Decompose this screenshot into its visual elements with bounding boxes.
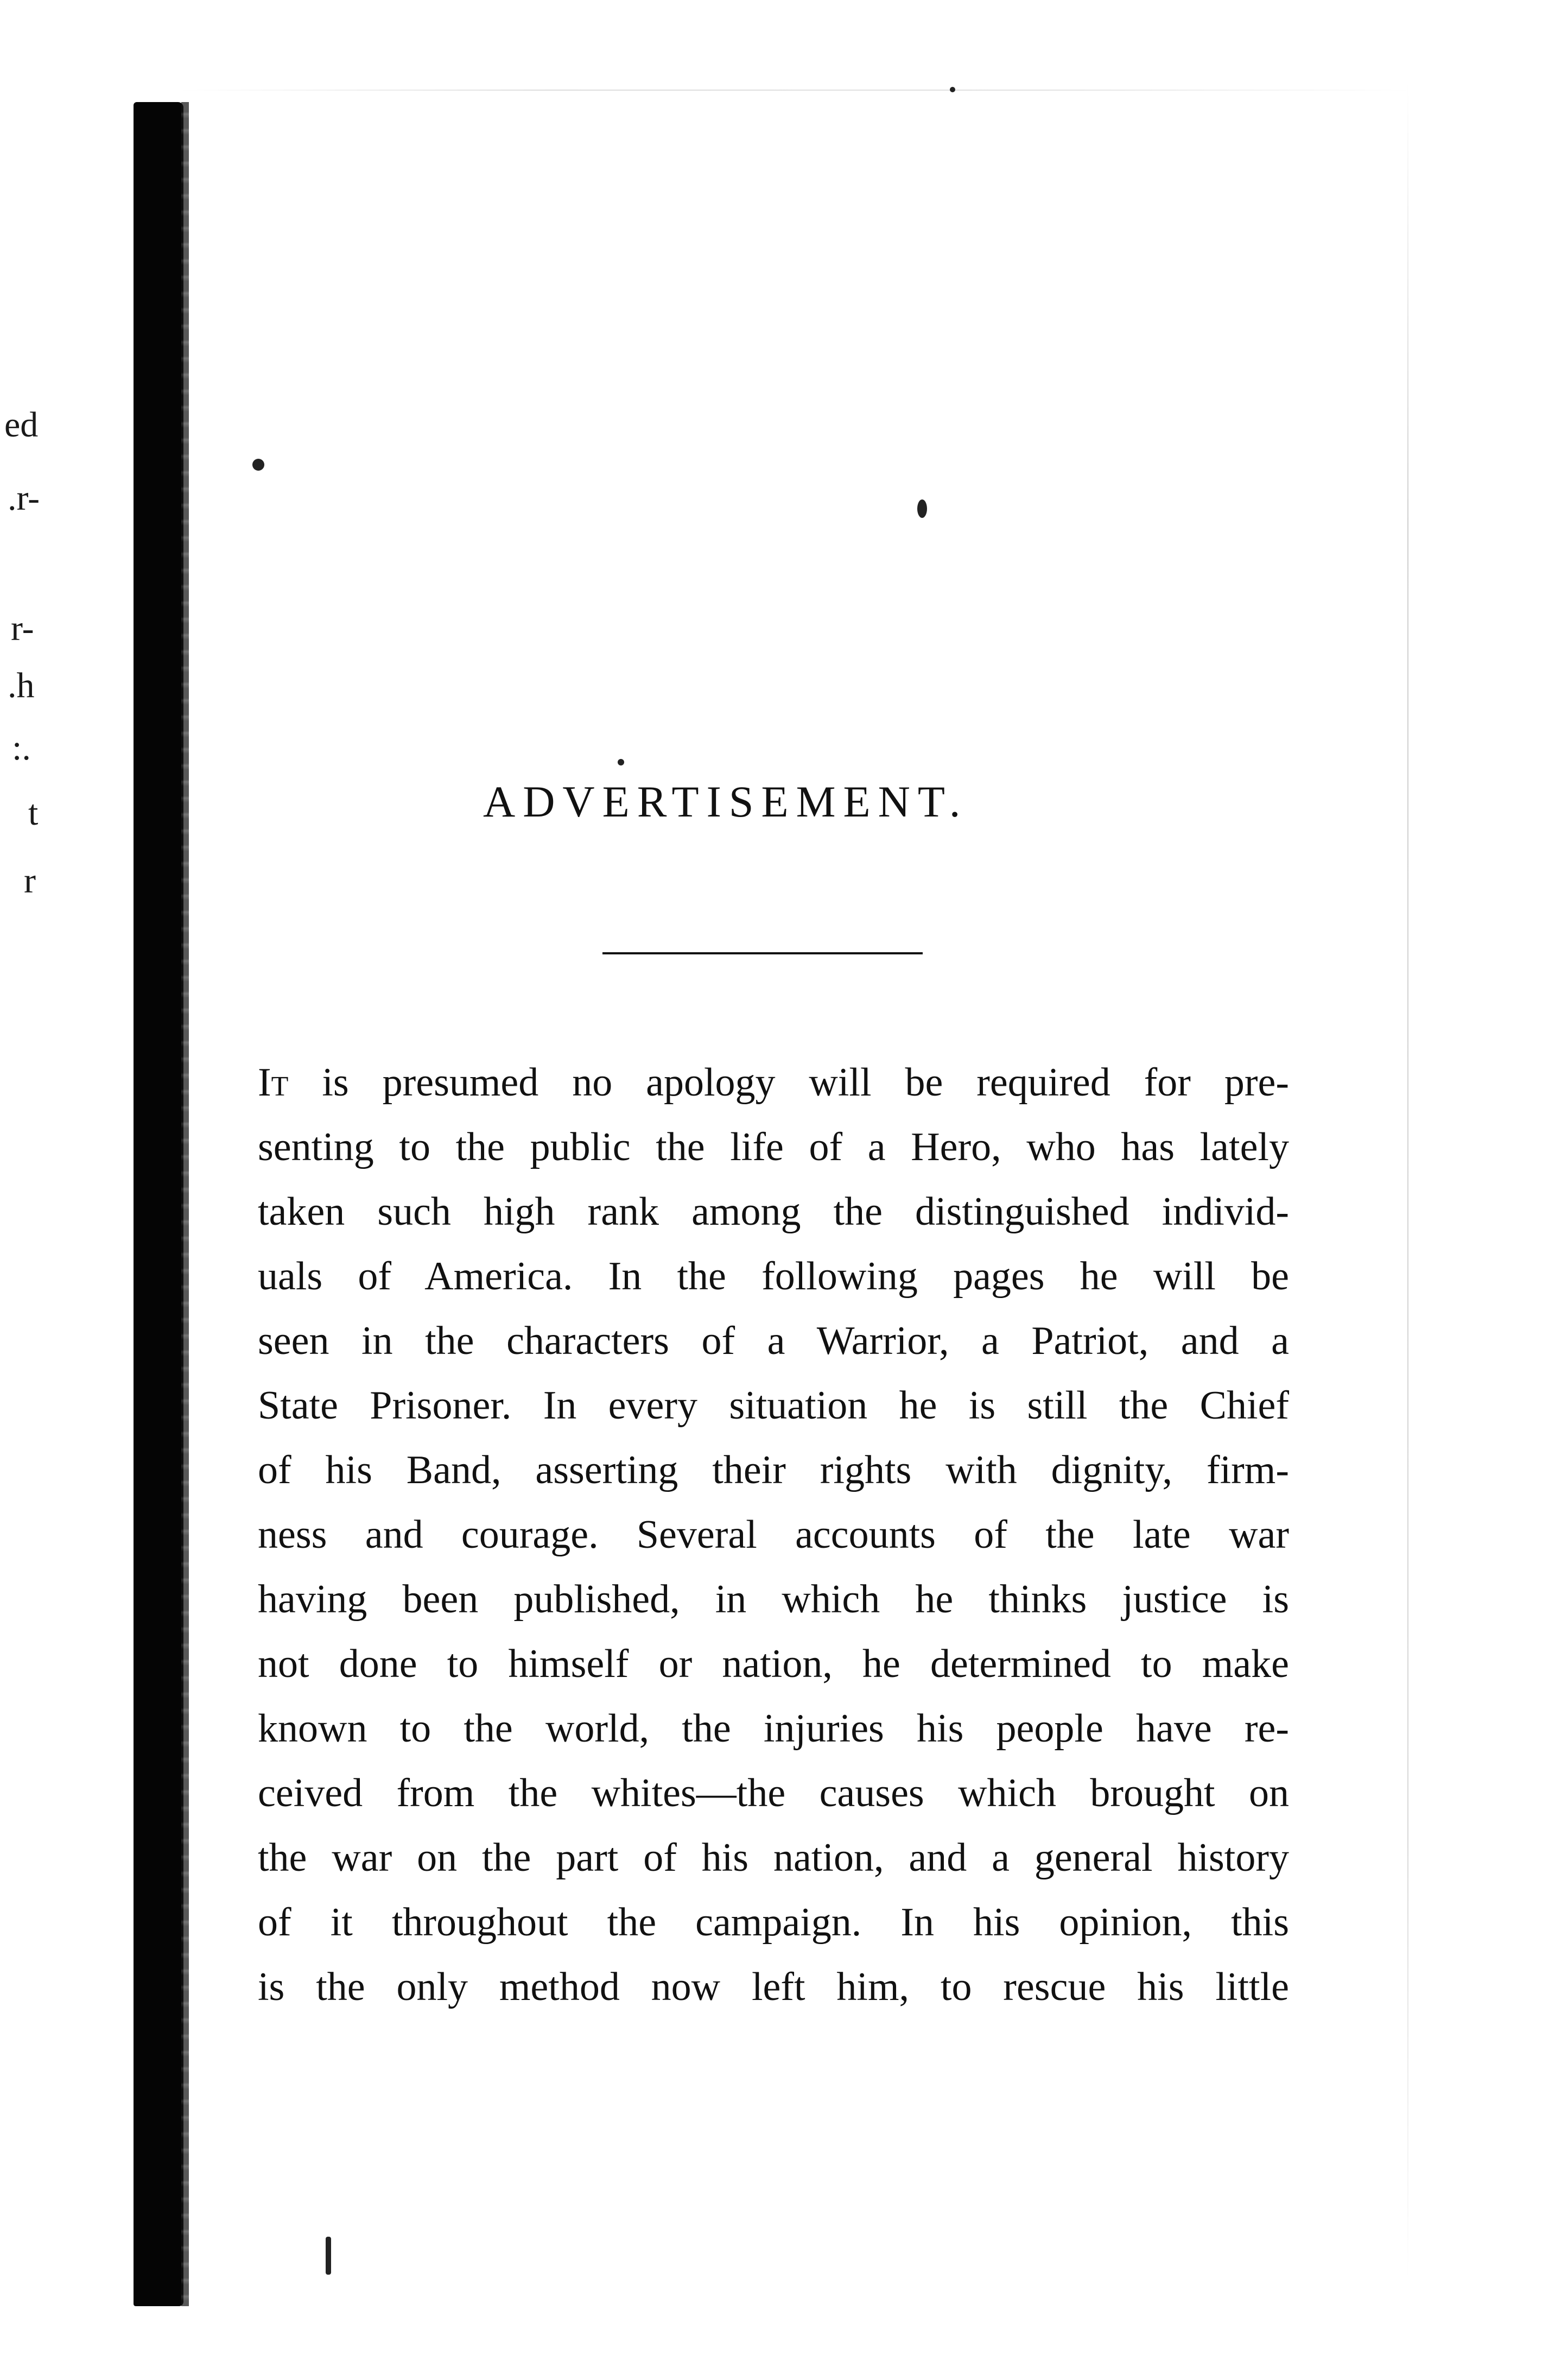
margin-fragment: .h <box>8 666 35 705</box>
paragraph-line: not done to himself or nation, he determined to make <box>258 1642 1289 1686</box>
margin-fragment: r <box>24 861 36 901</box>
paragraph-line: State Prisoner. In every situation he is still the Chief <box>258 1383 1289 1428</box>
paragraph-line: ceived from the whites—the causes which brought on <box>258 1771 1289 1815</box>
paragraph-line: having been published, in which he thinks justice is <box>258 1577 1289 1622</box>
page-right-edge <box>1407 81 1408 2280</box>
paragraph-line: of it throughout the campaign. In his opinion, this <box>258 1900 1289 1945</box>
scan-speck <box>917 499 927 518</box>
margin-fragment: ed <box>4 405 39 445</box>
paragraph-line: of his Band, asserting their rights with dignity, firm- <box>258 1448 1289 1492</box>
paragraph-line: taken such high rank among the distinguished individ- <box>258 1189 1289 1234</box>
binding-shadow <box>134 102 183 2306</box>
paragraph-line: ness and courage. Several accounts of the late war <box>258 1512 1289 1557</box>
paragraph-line: uals of America. In the following pages he will be <box>258 1254 1289 1299</box>
margin-fragment: .r- <box>8 478 40 518</box>
margin-fragment: t <box>28 793 39 833</box>
scan-speck <box>618 759 624 765</box>
scan-speck <box>950 87 955 92</box>
scan-speck <box>252 459 264 471</box>
advertisement-paragraph <box>258 1050 1289 2020</box>
scan-speck <box>326 2237 331 2275</box>
drop-word: It <box>258 1060 289 1105</box>
paragraph-line: is the only method now left him, to rescue his little <box>258 1965 1289 2009</box>
paragraph-line: senting to the public the life of a Hero, who has lately <box>258 1125 1289 1169</box>
page-top-edge <box>179 90 1411 91</box>
margin-fragment: r- <box>11 609 34 648</box>
paragraph-line: seen in the characters of a Warrior, a Patriot, and a <box>258 1319 1289 1363</box>
paragraph-line: It is presumed no apology will be required for pre- <box>258 1060 1289 1105</box>
page-title: ADVERTISEMENT. <box>483 777 968 826</box>
title-rule <box>602 952 923 954</box>
paragraph-line: the war on the part of his nation, and a general history <box>258 1835 1289 1880</box>
margin-fragment: :. <box>12 728 31 768</box>
paragraph-line: known to the world, the injuries his people have re- <box>258 1706 1289 1751</box>
